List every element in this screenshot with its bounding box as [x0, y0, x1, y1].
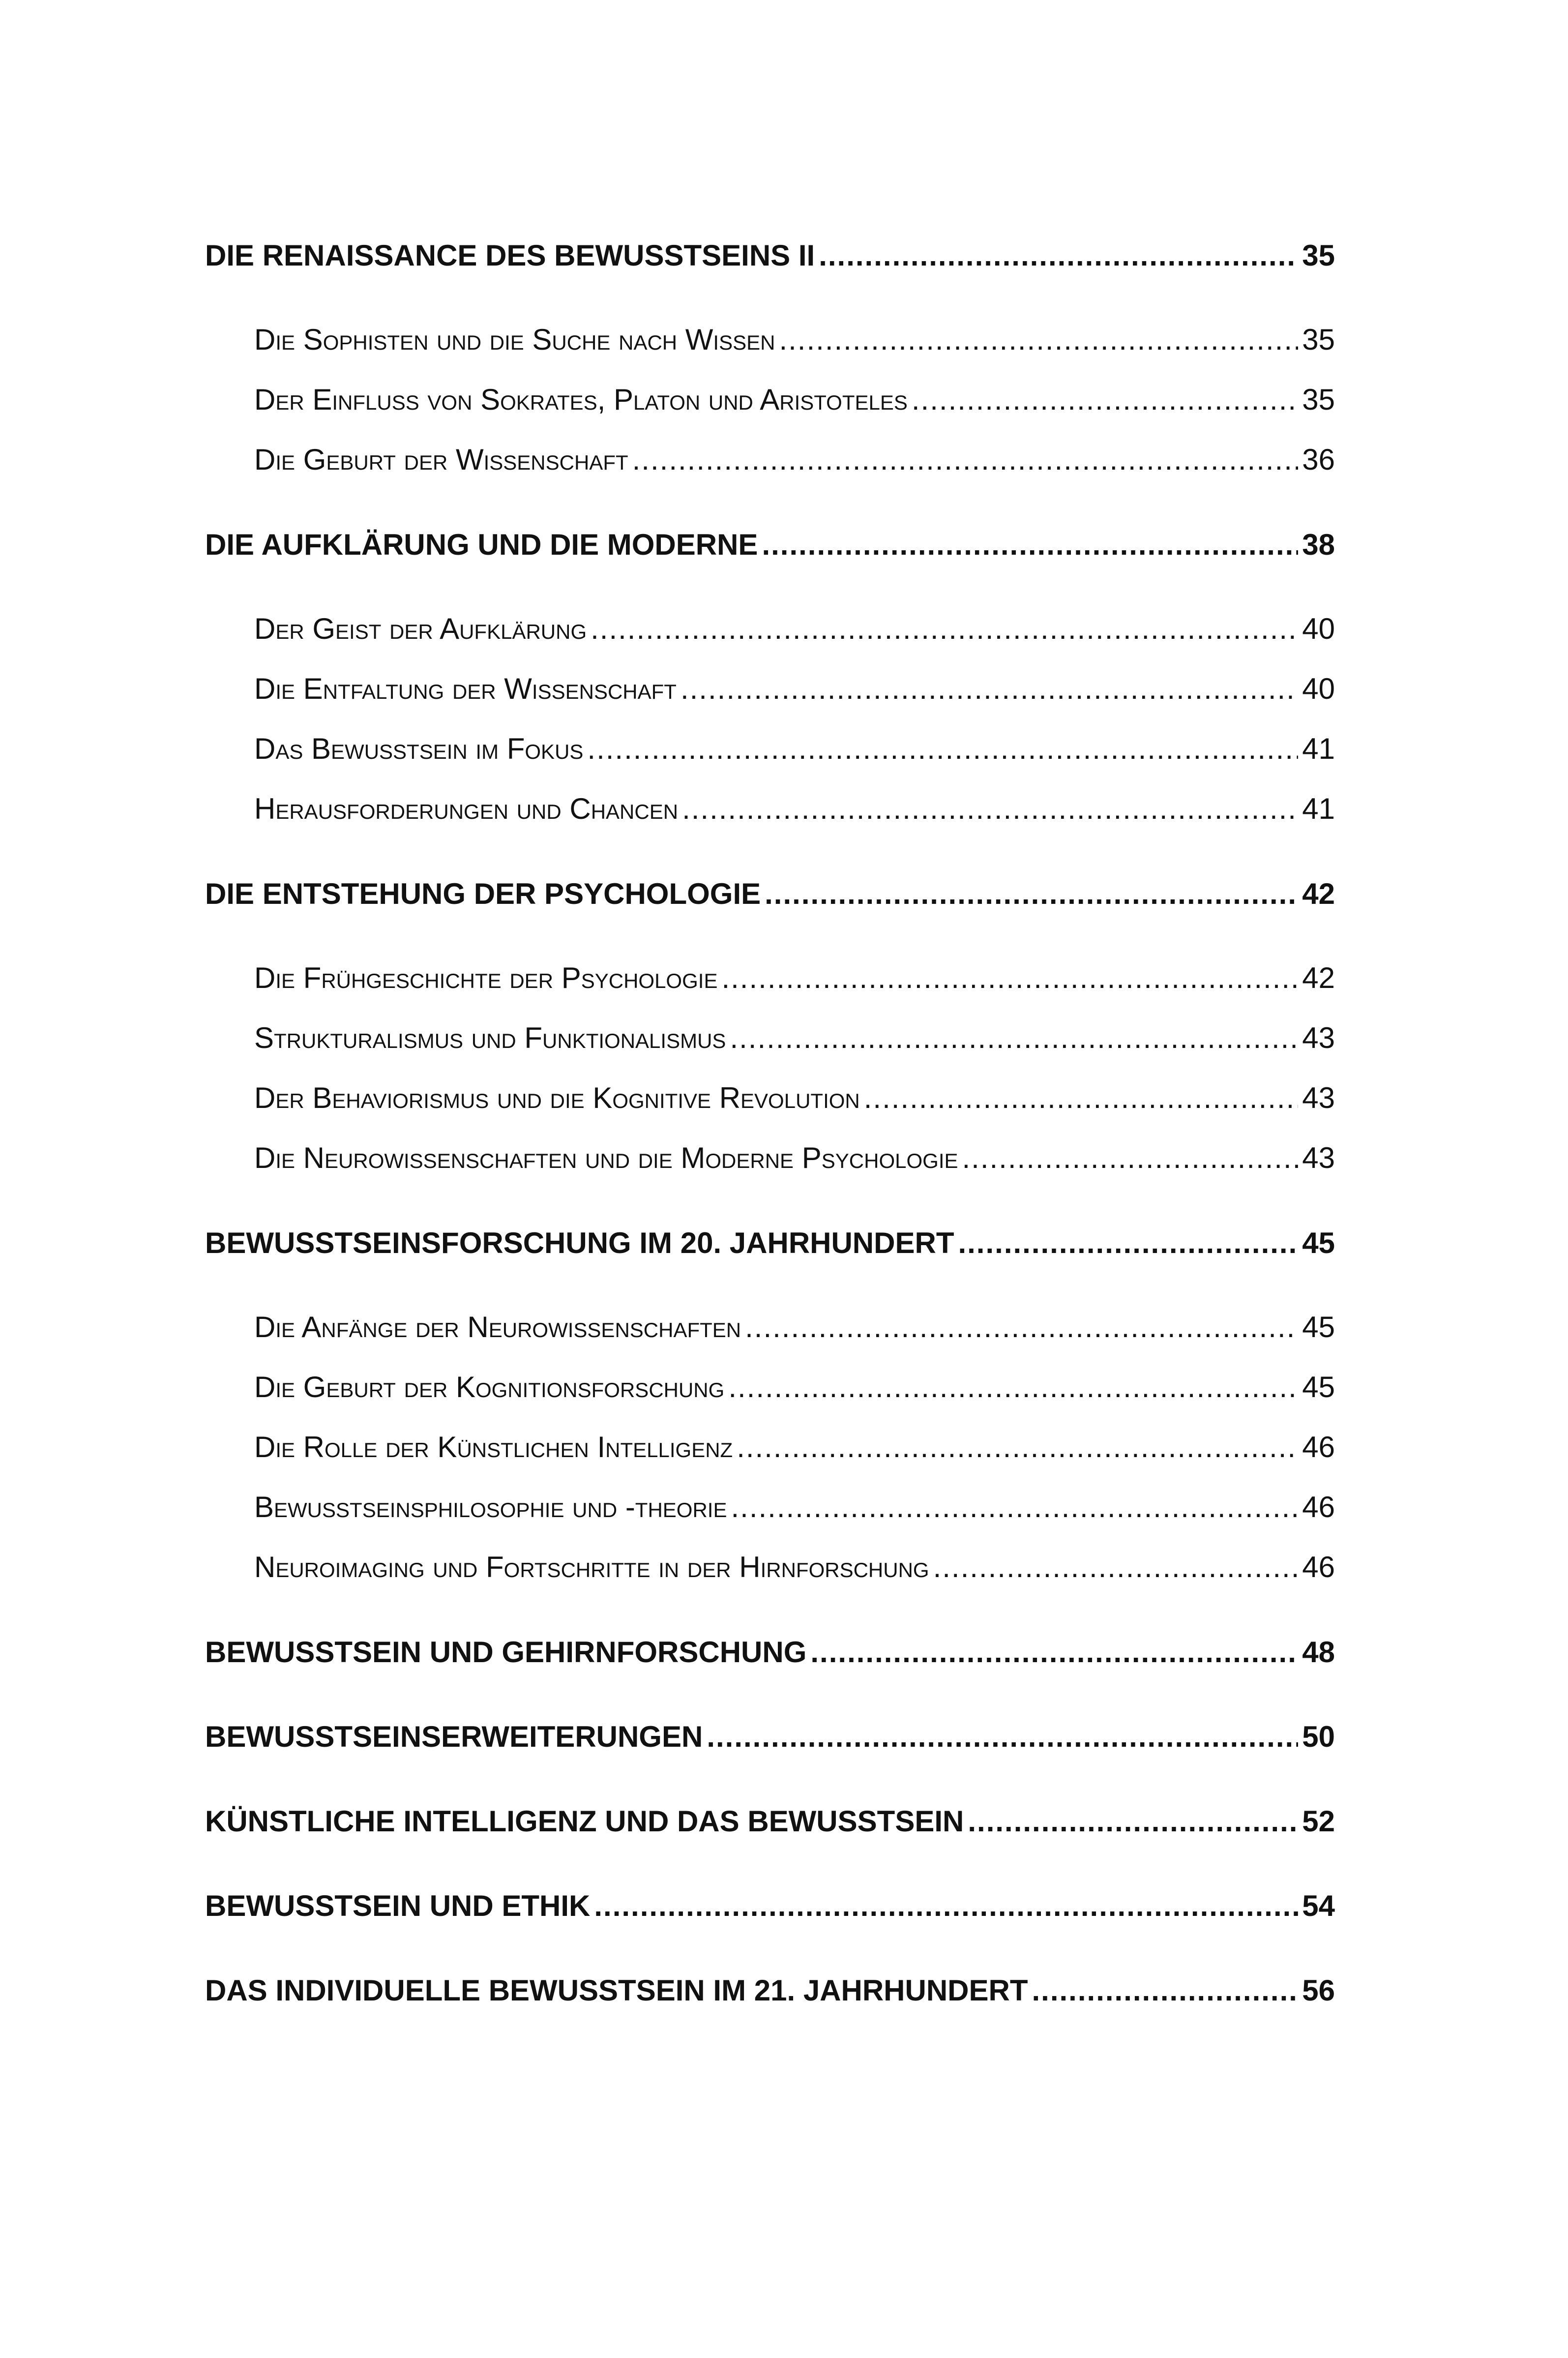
toc-section: [205, 1128, 1335, 1188]
dot-leader: [958, 1219, 1298, 1268]
chapter-page-number: 52: [1302, 1805, 1335, 1838]
section-page-number: 45: [1302, 1371, 1335, 1403]
section-title: Herausforderungen und Chancen: [254, 792, 679, 825]
section-page-number: 41: [1302, 732, 1335, 765]
section-title: Die Rolle der Künstlichen Intelligenz: [254, 1431, 733, 1463]
section-page-number: 36: [1302, 443, 1335, 476]
toc-chapter: [205, 1966, 1335, 2015]
section-page-number: 46: [1302, 1551, 1335, 1583]
toc-section: [205, 599, 1335, 659]
dot-leader: [933, 1537, 1299, 1597]
section-title: Die Geburt der Kognitionsforschung: [254, 1371, 725, 1403]
section-title: Die Sophisten und die Suche nach Wissen: [254, 323, 775, 356]
section-page-number: 46: [1302, 1431, 1335, 1463]
toc-section: [205, 1068, 1335, 1128]
toc-section: [205, 779, 1335, 839]
dot-leader: [680, 659, 1298, 719]
dot-leader: [810, 1628, 1298, 1677]
toc-chapter: [205, 869, 1335, 919]
dot-leader: [737, 1417, 1298, 1477]
chapter-page-number: 50: [1302, 1720, 1335, 1753]
toc-chapter: [205, 1712, 1335, 1761]
toc-section: [205, 430, 1335, 490]
dot-leader: [632, 430, 1299, 490]
section-page-number: 35: [1302, 383, 1335, 416]
dot-leader: [682, 779, 1298, 839]
chapter-title: DAS INDIVIDUELLE BEWUSSTSEIN IM 21. JAHRHUNDERT: [205, 1974, 1028, 2007]
chapter-page-number: 35: [1302, 239, 1335, 272]
chapter-page-number: 38: [1302, 528, 1335, 561]
chapter-page-number: 54: [1302, 1889, 1335, 1922]
section-page-number: 42: [1302, 961, 1335, 994]
dot-leader: [745, 1297, 1298, 1357]
dot-leader: [819, 231, 1298, 280]
dot-leader: [594, 1881, 1298, 1931]
toc-section: [205, 1357, 1335, 1417]
toc-section: [205, 719, 1335, 779]
chapter-title: BEWUSSTSEIN UND GEHIRNFORSCHUNG: [205, 1636, 807, 1669]
toc-chapter: [205, 1628, 1335, 1677]
dot-leader: [912, 370, 1298, 430]
toc-section: [205, 1417, 1335, 1477]
dot-leader: [730, 1008, 1298, 1068]
chapter-title: KÜNSTLICHE INTELLIGENZ UND DAS BEWUSSTSEIN: [205, 1805, 964, 1838]
section-title: Die Frühgeschichte der Psychologie: [254, 961, 718, 994]
toc-section: [205, 310, 1335, 370]
section-title: Die Geburt der Wissenschaft: [254, 443, 628, 476]
section-page-number: 41: [1302, 792, 1335, 825]
toc-section: [205, 1477, 1335, 1537]
chapter-title: BEWUSSTSEINSFORSCHUNG IM 20. JAHRHUNDERT: [205, 1226, 954, 1259]
section-title: Der Einfluss von Sokrates, Platon und Aristoteles: [254, 383, 908, 416]
section-title: Das Bewusstsein im Fokus: [254, 732, 584, 765]
section-page-number: 45: [1302, 1311, 1335, 1343]
toc-section: [205, 1537, 1335, 1597]
section-title: Die Neurowissenschaften und die Moderne Psychologie: [254, 1141, 958, 1174]
dot-leader: [707, 1712, 1298, 1761]
chapter-title: BEWUSSTSEIN UND ETHIK: [205, 1889, 591, 1922]
chapter-page-number: 56: [1302, 1974, 1335, 2007]
toc-chapter: [205, 520, 1335, 569]
toc-chapter: [205, 1219, 1335, 1268]
table-of-contents: [205, 231, 1335, 2051]
toc-section: [205, 659, 1335, 719]
section-title: Der Geist der Aufklärung: [254, 612, 587, 645]
chapter-title: DIE ENTSTEHUNG DER PSYCHOLOGIE: [205, 877, 761, 910]
dot-leader: [731, 1477, 1298, 1537]
dot-leader: [1032, 1966, 1299, 2015]
toc-chapter: [205, 231, 1335, 280]
section-page-number: 35: [1302, 323, 1335, 356]
section-title: Die Anfänge der Neurowissenschaften: [254, 1311, 741, 1343]
chapter-title: BEWUSSTSEINSERWEITERUNGEN: [205, 1720, 703, 1753]
section-page-number: 40: [1302, 612, 1335, 645]
chapter-page-number: 48: [1302, 1636, 1335, 1669]
section-page-number: 43: [1302, 1141, 1335, 1174]
section-title: Der Behaviorismus und die Kognitive Revolution: [254, 1081, 860, 1114]
section-title: Bewusstseinsphilosophie und -theorie: [254, 1491, 727, 1523]
section-page-number: 46: [1302, 1491, 1335, 1523]
section-page-number: 43: [1302, 1021, 1335, 1054]
toc-chapter: [205, 1881, 1335, 1931]
dot-leader: [962, 1128, 1299, 1188]
chapter-title: DIE RENAISSANCE DES BEWUSSTSEINS II: [205, 239, 815, 272]
section-page-number: 43: [1302, 1081, 1335, 1114]
dot-leader: [864, 1068, 1299, 1128]
toc-chapter: [205, 1797, 1335, 1846]
chapter-page-number: 42: [1302, 877, 1335, 910]
dot-leader: [779, 310, 1298, 370]
toc-section: [205, 948, 1335, 1008]
dot-leader: [765, 869, 1298, 919]
dot-leader: [728, 1357, 1298, 1417]
dot-leader: [721, 948, 1298, 1008]
dot-leader: [762, 520, 1298, 569]
dot-leader: [591, 599, 1298, 659]
toc-section: [205, 1008, 1335, 1068]
toc-section: [205, 370, 1335, 430]
dot-leader: [968, 1797, 1298, 1846]
section-title: Strukturalismus und Funktionalismus: [254, 1021, 726, 1054]
chapter-title: DIE AUFKLÄRUNG UND DIE MODERNE: [205, 528, 758, 561]
section-title: Neuroimaging und Fortschritte in der Hirnforschung: [254, 1551, 929, 1583]
dot-leader: [587, 719, 1298, 779]
section-page-number: 40: [1302, 672, 1335, 705]
toc-section: [205, 1297, 1335, 1357]
section-title: Die Entfaltung der Wissenschaft: [254, 672, 677, 705]
chapter-page-number: 45: [1302, 1226, 1335, 1259]
